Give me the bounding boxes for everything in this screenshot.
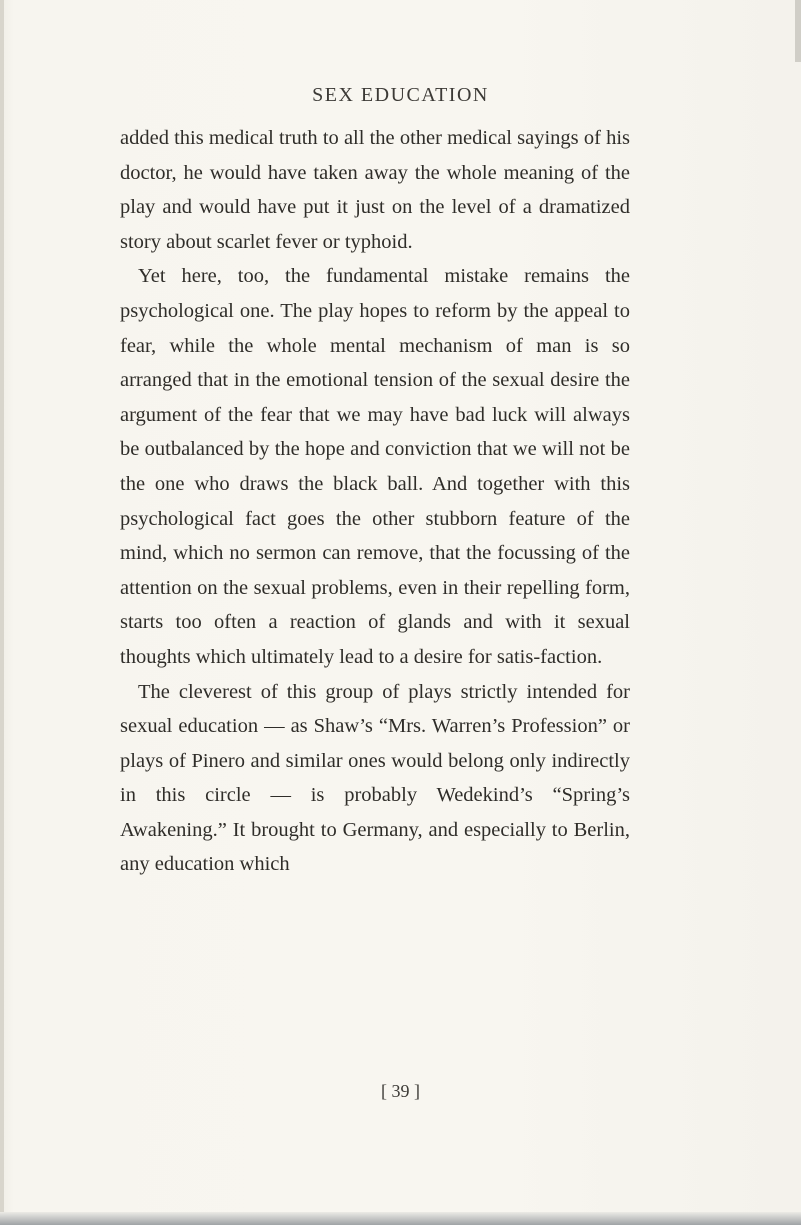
body-text bbox=[120, 121, 630, 882]
page-right-edge bbox=[795, 0, 801, 62]
page-bottom-edge bbox=[0, 1212, 801, 1225]
paragraph-2: Yet here, too, the fundamental mistake remains the psychological one. The play hopes to reform by the appeal to fear, while the whole mental mechanism of man is so arranged that in the emotional tension of the sexual desire the argument of the fear that we may have bad luck will always be outbalanced by the hope and conviction that we will not be the one who draws the black ball. And together with this psychological fact goes the other stubborn feature of the mind, which no sermon can remove, that the focussing of the attention on the sexual problems, even in their repelling form, starts too often a reaction of glands and with it sexual thoughts which ultimately lead to a desire for satis-faction. bbox=[120, 265, 630, 668]
paragraph-3: The cleverest of this group of plays strictly intended for sexual education — as Shaw’s “Mrs. Warren’s Profession” or plays of Pinero and similar ones would belong only indirectly in this circle — is probably Wedekind’s “Spring’s Awakening.” It brought to Germany, and especially to Berlin, any education which bbox=[120, 680, 630, 876]
paragraph-1: added this medical truth to all the other medical sayings of his doctor, he would have taken away the whole meaning of the play and would have put it just on the level of a dramatized story about scarlet fever or typhoid. bbox=[120, 127, 630, 253]
page-number: [ 39 ] bbox=[381, 1081, 420, 1101]
page-left-edge bbox=[0, 0, 4, 1225]
running-head: SEX EDUCATION bbox=[312, 84, 489, 106]
